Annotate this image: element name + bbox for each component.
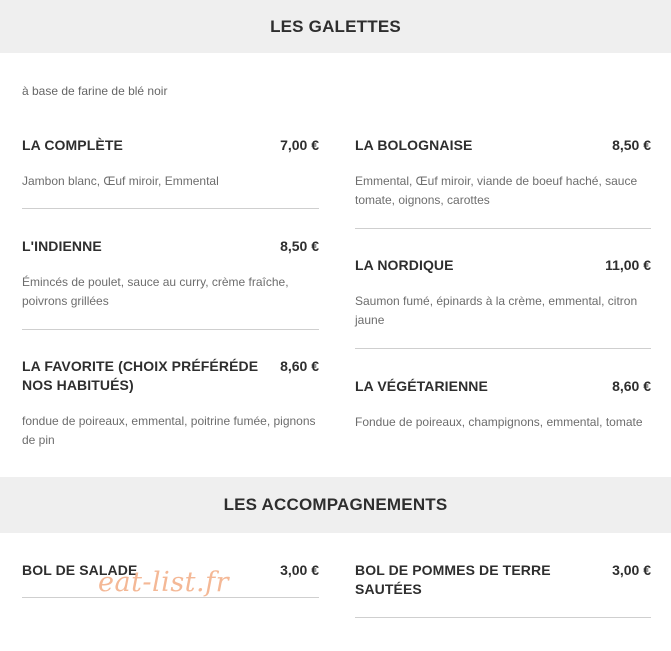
item-name: LA COMPLÈTE [22,137,123,153]
menu-item [355,561,651,599]
item-description: Fondue de poireaux, champignons, emmental, tomate [355,415,643,429]
menu-item [22,136,319,191]
divider [355,228,651,229]
menu-item [22,357,319,450]
item-name: BOL DE SALADE [22,562,138,578]
item-price: 8,60 € [280,358,319,374]
item-description: Saumon fumé, épinards à la crème, emmental, citron jaune [355,294,638,327]
menu-item [355,256,651,330]
menu-item [22,237,319,311]
item-price: 3,00 € [612,562,651,578]
section-header-galettes [0,0,671,53]
item-price: 8,50 € [280,238,319,254]
menu-item [355,377,651,432]
item-name: LA VÉGÉTARIENNE [355,378,488,394]
item-name: BOL DE POMMES DE TERRE SAUTÉES [355,562,551,597]
item-price: 8,60 € [612,378,651,394]
item-description: Jambon blanc, Œuf miroir, Emmental [22,174,219,188]
item-description: Émincés de poulet, sauce au curry, crème fraîche, poivrons grillées [22,275,289,308]
menu-item [355,136,651,210]
item-name: LA FAVORITE (CHOIX PRÉFÉRÉDE NOS HABITUÉS) [22,358,259,393]
section-title: LES ACCOMPAGNEMENTS [223,495,448,514]
divider [22,208,319,209]
watermark: eat-list.fr [98,567,230,598]
item-price: 11,00 € [605,257,651,273]
item-price: 3,00 € [280,562,319,578]
item-name: L'INDIENNE [22,238,102,254]
item-name: LA NORDIQUE [355,257,454,273]
section-header-accompagnements [0,477,671,533]
divider [355,348,651,349]
section-intro: à base de farine de blé noir [22,84,168,98]
item-name: LA BOLOGNAISE [355,137,473,153]
divider [22,329,319,330]
item-description: fondue de poireaux, emmental, poitrine fumée, pignons de pin [22,414,316,447]
item-price: 8,50 € [612,137,651,153]
item-price: 7,00 € [280,137,319,153]
item-description: Emmental, Œuf miroir, viande de boeuf haché, sauce tomate, oignons, carottes [355,174,638,207]
divider [355,617,651,618]
section-title: LES GALETTES [270,16,401,36]
